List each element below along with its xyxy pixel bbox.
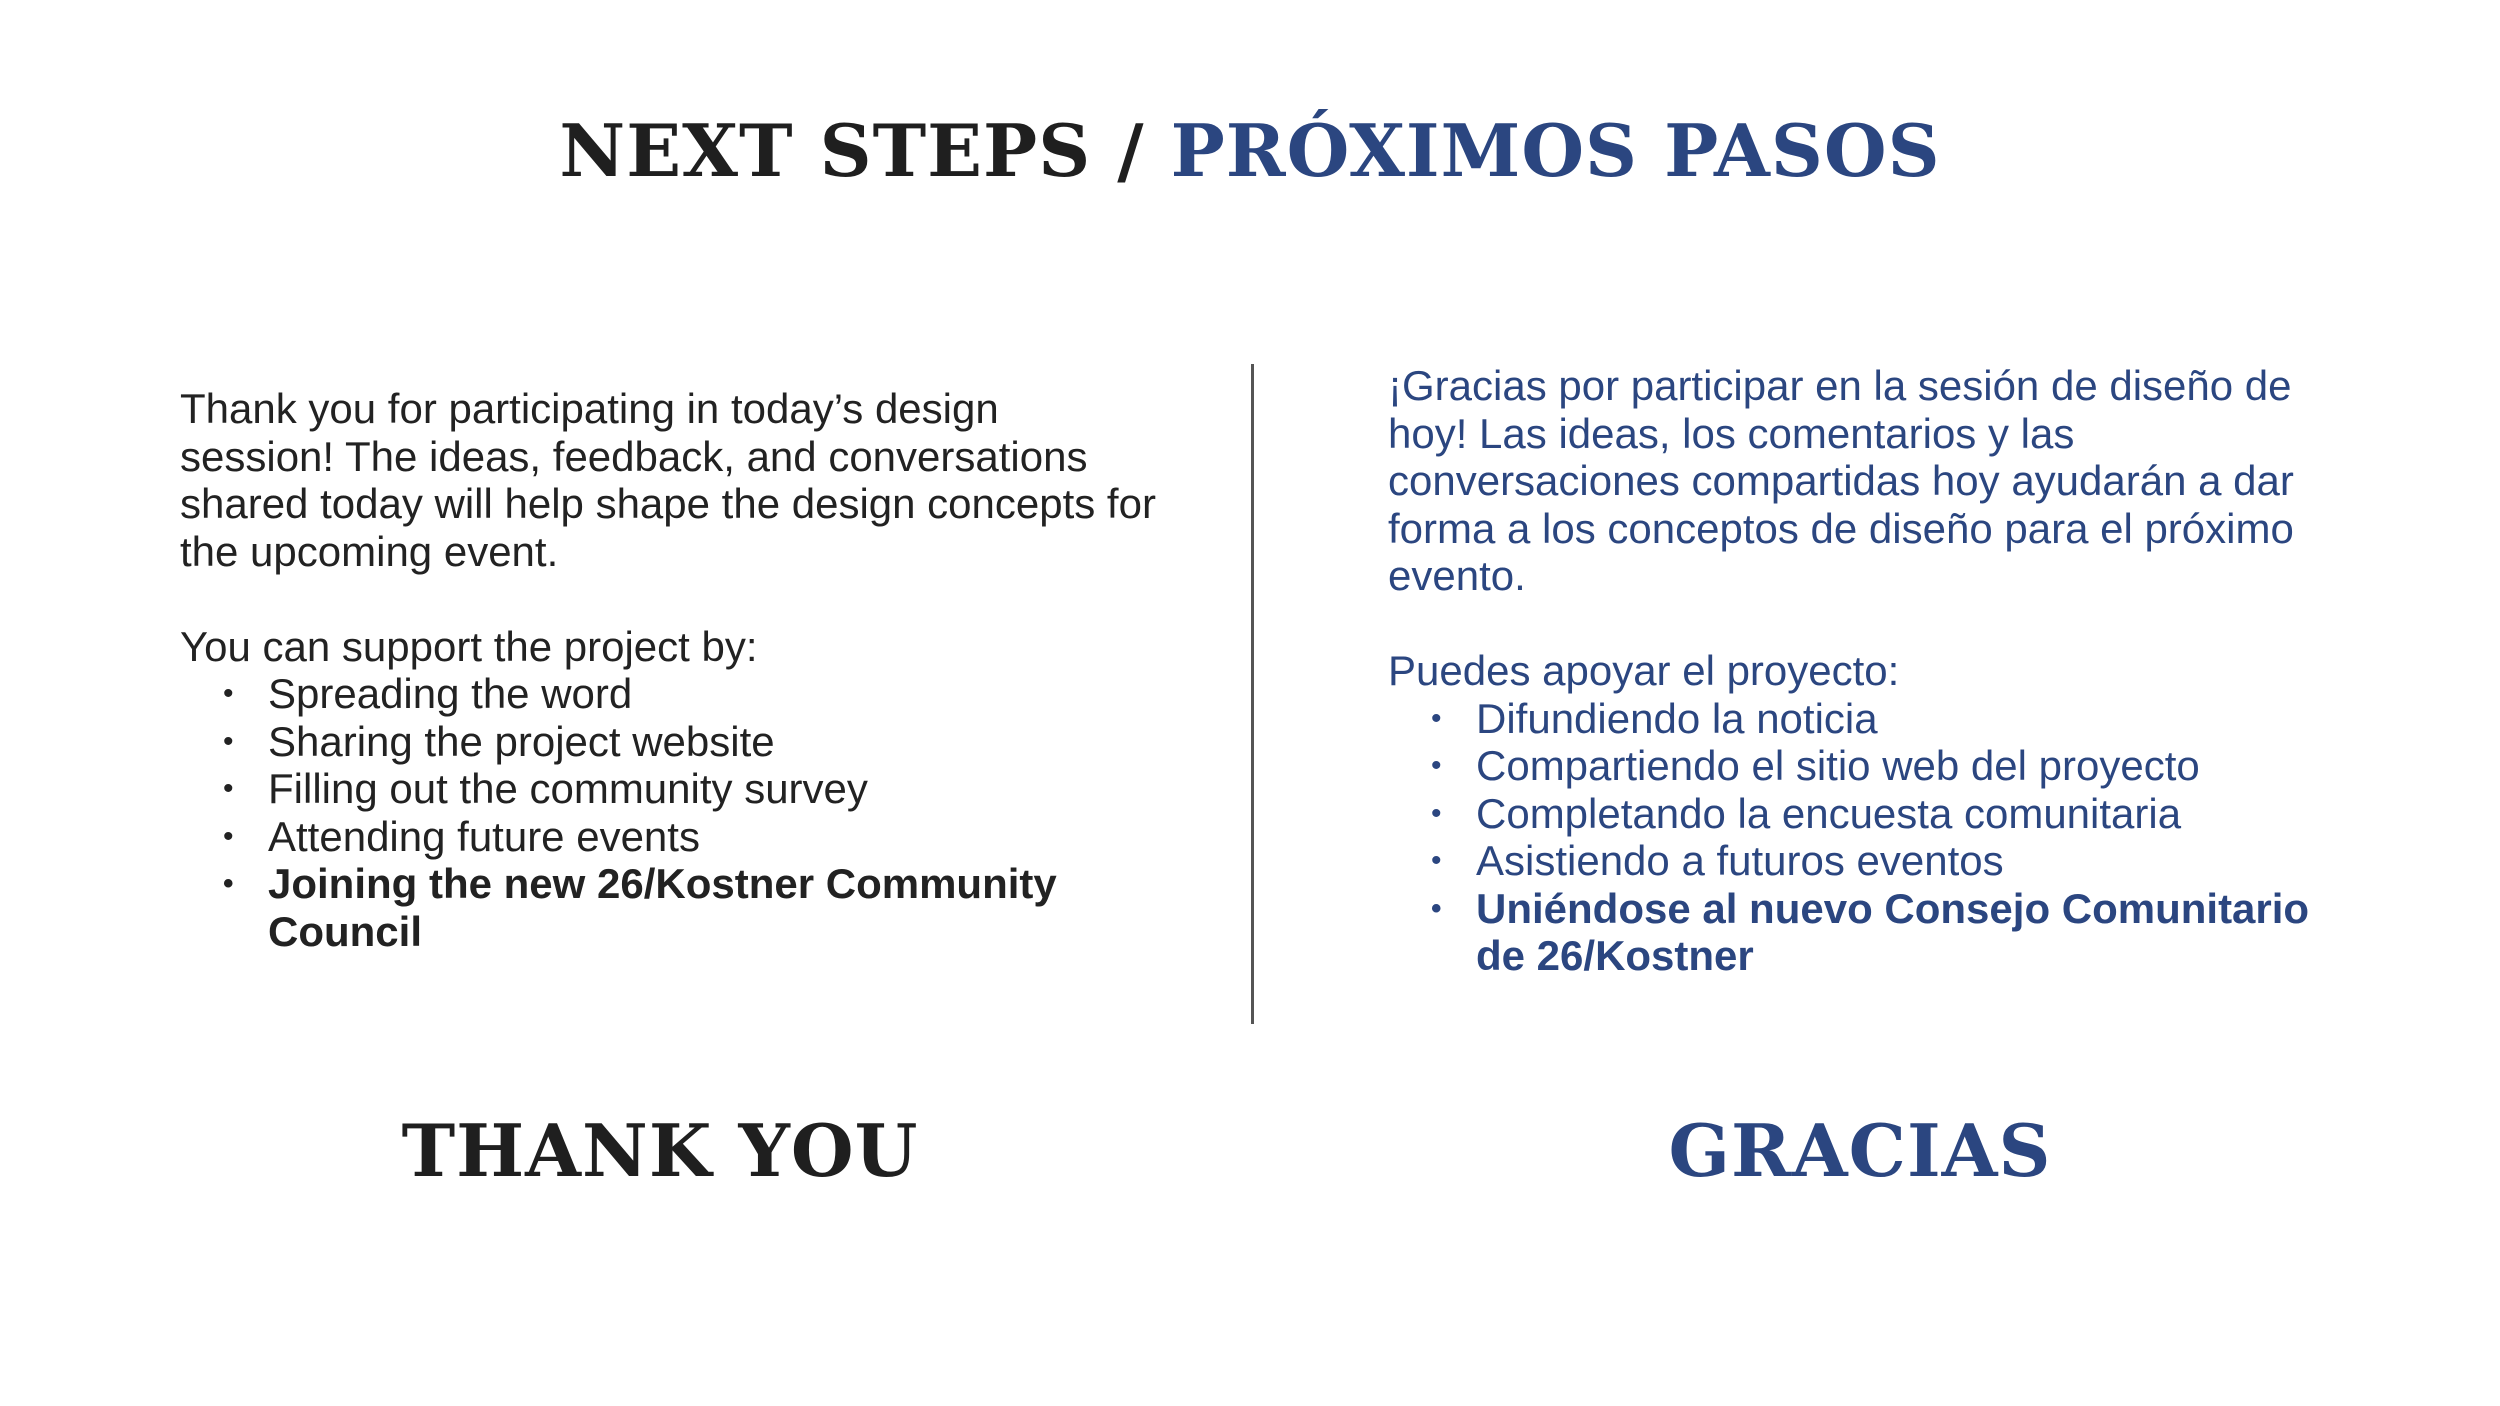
thank-you-heading: THANK YOU [401,1108,919,1193]
spanish-steps-list [1388,695,2348,980]
title-separator: / [1091,108,1171,193]
english-support-heading: You can support the project by: [180,622,758,670]
english-step-item-council: • Joining the new 26/Kostner Community Council [268,860,1160,955]
spanish-column [1388,362,2348,980]
spanish-support-heading: Puedes apoyar el proyecto: [1388,647,1900,694]
english-step-item: • Sharing the project website [268,718,1160,766]
spanish-intro: ¡Gracias por participar en la sesión de diseño de hoy! Las ideas, los comentarios y las conversaciones compartidas hoy ayudarán a dar forma a los conceptos de diseño para el próximo evento. [1388,362,2294,599]
page-title [0,108,2500,193]
column-divider [1251,364,1254,1024]
spanish-step-item: • Compartiendo el sitio web del proyecto [1476,742,2348,790]
spanish-step-item: • Difundiendo la noticia [1476,695,2348,743]
paragraph-gap [1388,600,2348,648]
english-step-item: • Attending future events [268,813,1160,861]
spanish-step-item: • Asistiendo a futuros eventos [1476,837,2348,885]
gracias-heading: GRACIAS [1668,1108,2052,1193]
title-spanish: PRÓXIMOS PASOS [1170,108,1941,193]
english-column [180,385,1160,955]
paragraph-gap [180,575,1160,623]
spanish-step-item: • Completando la encuesta comunitaria [1476,790,2348,838]
english-step-item: • Filling out the community survey [268,765,1160,813]
spanish-step-item-council: • Uniéndose al nuevo Consejo Comunitario de 26/Kostner [1476,885,2348,980]
english-intro: Thank you for participating in today’s design session! The ideas, feedback, and conversations shared today will help shape the design concepts for the upcoming event. [180,385,1156,575]
english-step-item: • Spreading the word [268,670,1160,718]
english-steps-list [180,670,1160,955]
title-english: NEXT STEPS [559,108,1092,193]
